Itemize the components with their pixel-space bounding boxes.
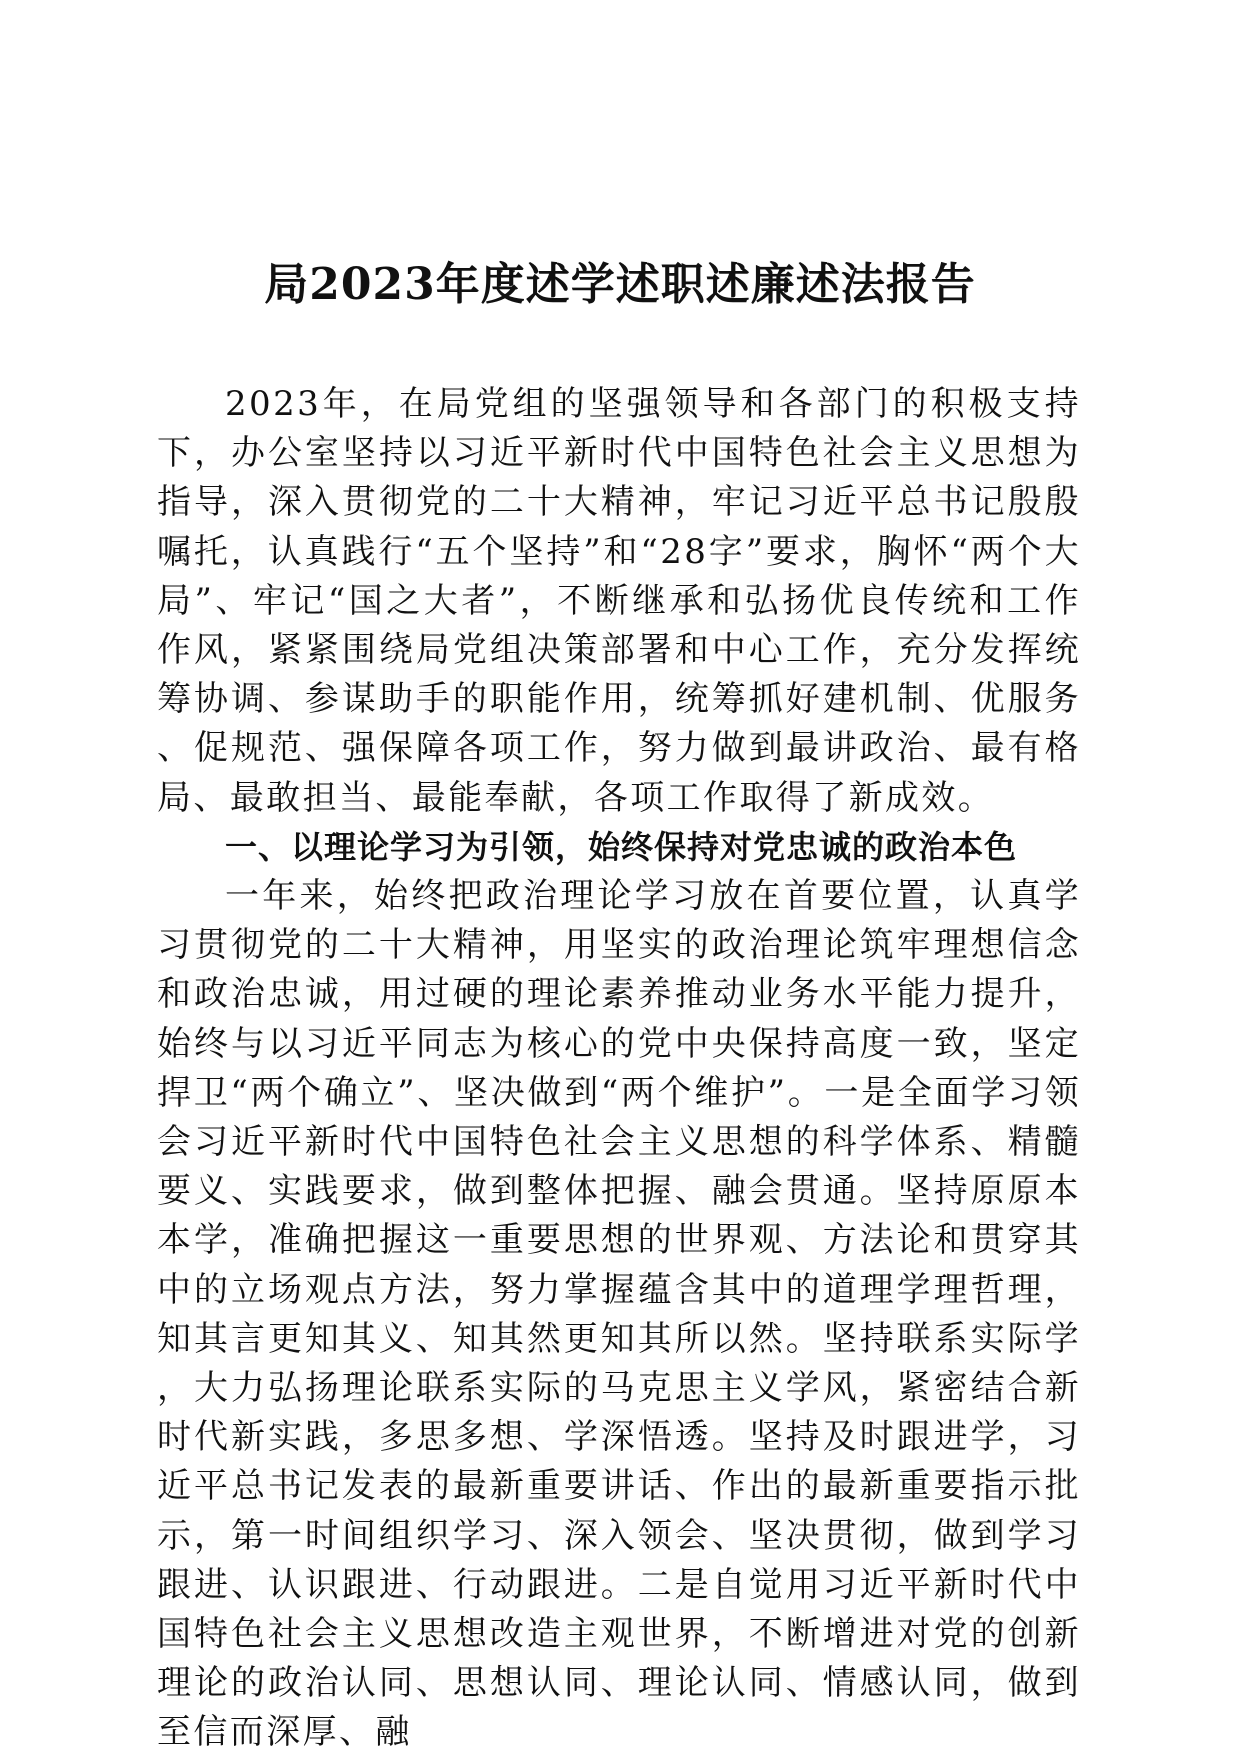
section-1-paragraph: 一年来，始终把政治理论学习放在首要位置，认真学习贯彻党的二十大精神，用坚实的政治理论筑牢理想信念和政治忠诚，用过硬的理论素养推动业务水平能力提升，始终与以习近平同志为核心的党中央保持高度一致，坚定捍卫“两个确立”、坚决做到“两个维护”。一是全面学习领会习近平新时代中国特色社会主义思想的科学体系、精髓要义、实践要求，做到整体把握、融会贯通。坚持原原本本学，准确把握这一重要思想的世界观、方法论和贯穿其中的立场观点方法，努力掌握蕴含其中的道理学理哲理，知其言更知其义、知其然更知其所以然。坚持联系实际学，大力弘扬理论联系实际的马克思主义学风，紧密结合新时代新实践，多思多想、学深悟透。坚持及时跟进学，习近平总书记发表的最新重要讲话、作出的最新重要指示批示，第一时间组织学习、深入领会、坚决贯彻，做到学习跟进、认识跟进、行动跟进。二是自觉用习近平新时代中国特色社会主义思想改造主观世界，不断增进对党的创新理论的政治认同、思想认同、理论认同、情感认同，做到至信而深厚、融 xyxy=(157,876,1081,1753)
document-title: 局2023年度述学述职述廉述法报告 xyxy=(264,259,976,310)
intro-paragraph: 2023年，在局党组的坚强领导和各部门的积极支持下，办公室坚持以习近平新时代中国特色社会主义思想为指导，深入贯彻党的二十大精神，牢记习近平总书记殷殷嘱托，认真践行“五个坚持”和“28字”要求，胸怀“两个大局”、牢记“国之大者”，不断继承和弘扬优良传统和工作作风，紧紧围绕局党组决策部署和中心工作，充分发挥统筹协调、参谋助手的职能作用，统筹抓好建机制、优服务、促规范、强保障各项工作，努力做到最讲政治、最有格局、最敢担当、最能奉献，各项工作取得了新成效。 xyxy=(157,384,1081,818)
section-heading-1: 一、以理论学习为引领，始终保持对党忠诚的政治本色 xyxy=(225,827,1018,866)
document-body xyxy=(157,380,1081,1758)
